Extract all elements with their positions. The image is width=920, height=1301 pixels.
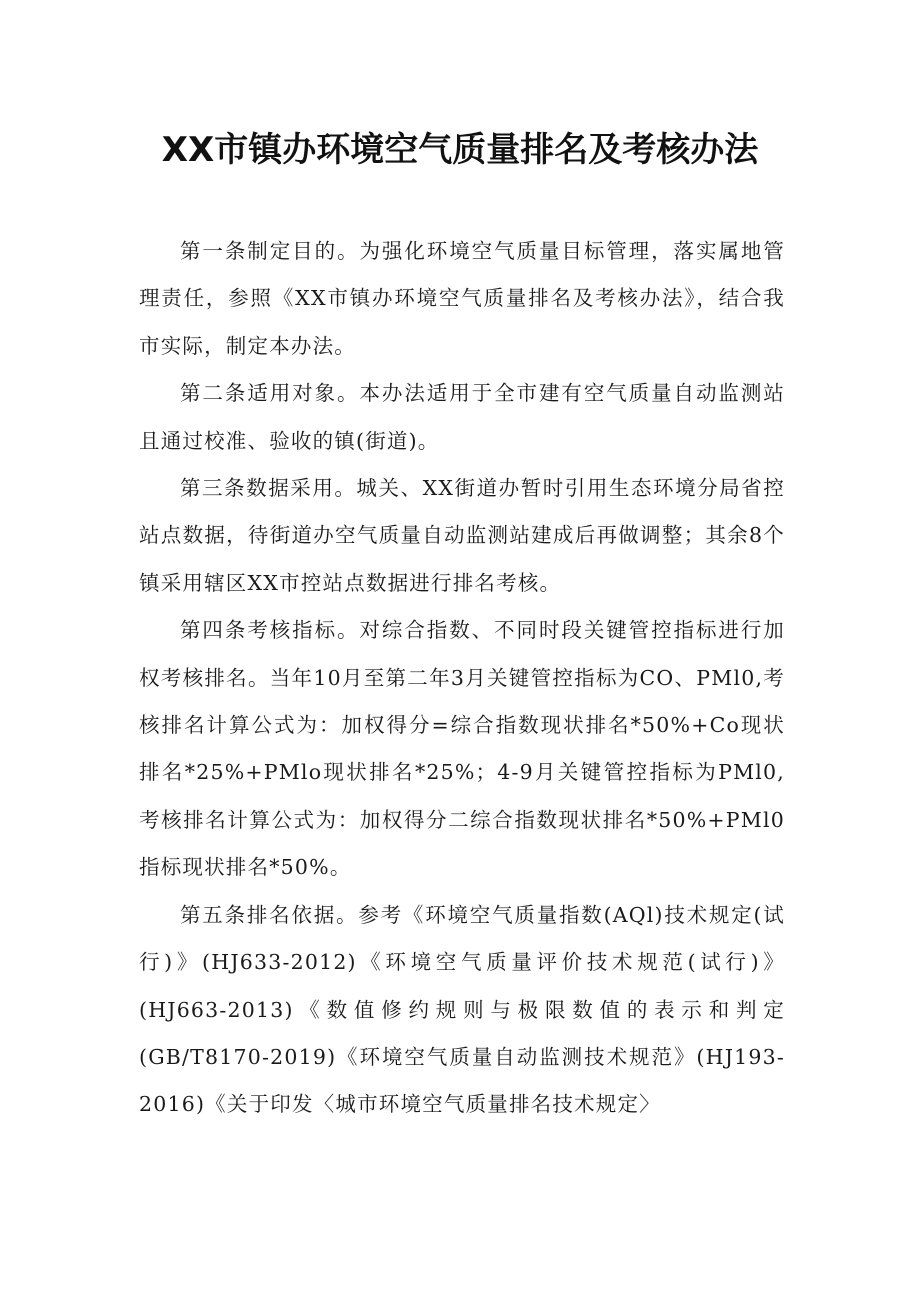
document-title: XX市镇办环境空气质量排名及考核办法 xyxy=(161,130,759,170)
article-4-paragraph: 第四条考核指标。对综合指数、不同时段关键管控指标进行加权考核排名。当年10月至第二年3月关键管控指标为CO、PMl0,考核排名计算公式为：加权得分=综合指数现状排名*50%+Co现状排名*25%+PMlo现状排名*25%；4-9月关键管控指标为PMl0,考核排名计算公式为：加权得分二综合指数现状排名*50%+PMl0指标现状排名*50%。 xyxy=(139,618,785,880)
article-2-paragraph: 第二条适用对象。本办法适用于全市建有空气质量自动监测站且通过校准、验收的镇(街道)。 xyxy=(139,381,785,453)
article-1-paragraph: 第一条制定目的。为强化环境空气质量目标管理，落实属地管理责任，参照《XX市镇办环境空气质量排名及考核办法》，结合我市实际，制定本办法。 xyxy=(139,239,785,358)
document-body xyxy=(139,228,785,1129)
article-5-paragraph: 第五条排名依据。参考《环境空气质量指数(AQl)技术规定(试行)》(HJ633-2012)《环境空气质量评价技术规范(试行)》(HJ663-2013)《数值修约规则与极限数值的表示和判定(GB/T8170-2019)《环境空气质量自动监测技术规范》(HJ193-2016)《关于印发〈城市环境空气质量排名技术规定〉 xyxy=(139,902,785,1117)
article-3-paragraph: 第三条数据采用。城关、XX街道办暂时引用生态环境分局省控站点数据，待街道办空气质量自动监测站建成后再做调整；其余8个镇采用辖区XX市控站点数据进行排名考核。 xyxy=(139,476,785,595)
